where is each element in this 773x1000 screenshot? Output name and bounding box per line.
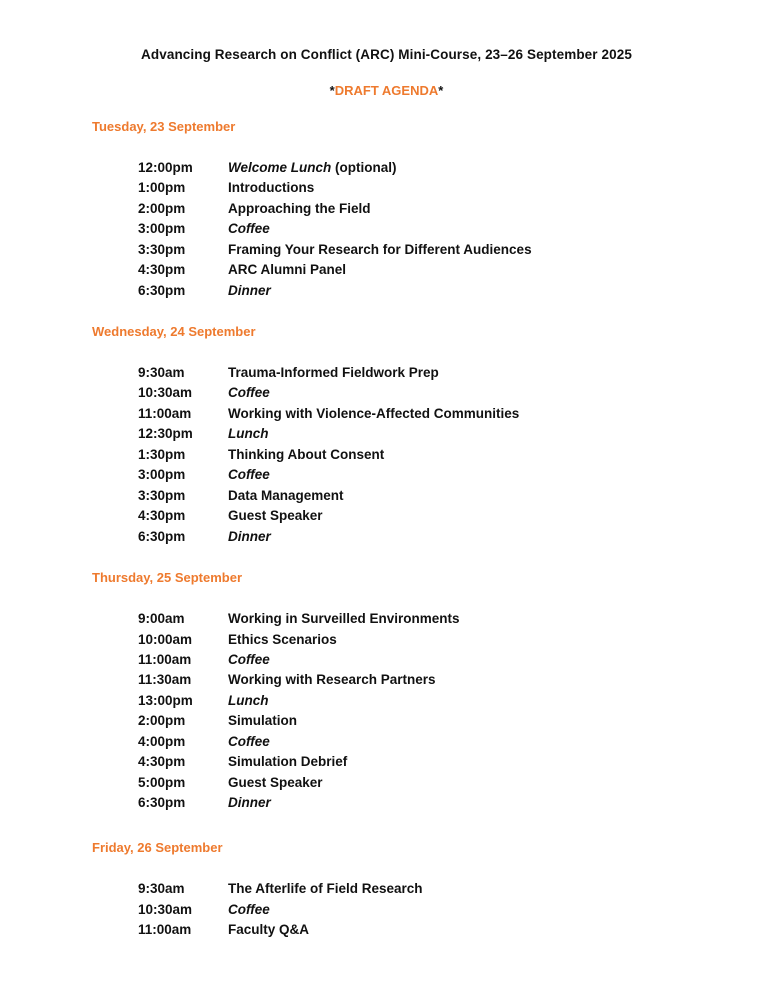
agenda-row — [138, 508, 323, 526]
agenda-row — [138, 201, 371, 219]
draft-agenda-label — [0, 83, 773, 98]
session-title: Coffee — [228, 901, 270, 917]
session-title: Coffee — [228, 651, 270, 667]
session-title: Framing Your Research for Different Audiences — [228, 241, 532, 257]
session-title: Dinner — [228, 795, 271, 810]
session-title: Trauma-Informed Fieldwork Prep — [228, 365, 439, 380]
subtitle-prefix: * — [329, 83, 335, 98]
session-note: (optional) — [331, 160, 397, 175]
agenda-row — [138, 734, 270, 752]
agenda-row — [138, 672, 436, 690]
agenda-row — [138, 221, 270, 239]
session-time: 9:30am — [138, 881, 185, 896]
session-title: Welcome Lunch — [228, 160, 332, 175]
agenda-row — [138, 652, 270, 670]
session-time: 11:00am — [138, 405, 192, 421]
day-heading: Friday, 26 September — [92, 840, 223, 855]
session-time: 6:30pm — [138, 528, 186, 544]
session-time: 11:00am — [138, 921, 192, 937]
agenda-row — [138, 611, 460, 629]
session-time: 2:00pm — [138, 713, 186, 729]
session-title: Coffee — [228, 733, 270, 749]
agenda-row — [138, 693, 269, 711]
session-time: 3:30pm — [138, 241, 186, 257]
session-title: Lunch — [228, 692, 269, 708]
session-title: Coffee — [228, 385, 270, 401]
session-title: Simulation — [228, 713, 298, 729]
session-time: 2:00pm — [138, 200, 186, 216]
session-title: Working with Violence-Affected Communities — [228, 405, 520, 421]
agenda-row — [138, 385, 270, 403]
agenda-row — [138, 713, 297, 731]
session-title: Simulation Debrief — [228, 754, 348, 770]
agenda-row — [138, 160, 397, 178]
day-heading: Wednesday, 24 September — [92, 324, 256, 339]
session-time: 12:30pm — [138, 426, 193, 442]
session-time: 4:30pm — [138, 508, 186, 524]
session-time: 4:00pm — [138, 733, 186, 749]
agenda-row — [138, 922, 309, 940]
agenda-row — [138, 180, 314, 198]
session-time: 9:30am — [138, 365, 185, 380]
agenda-row — [138, 881, 423, 899]
session-time: 5:00pm — [138, 774, 186, 790]
session-title: Coffee — [228, 467, 270, 483]
session-time: 3:00pm — [138, 221, 186, 237]
session-time: 6:30pm — [138, 795, 186, 810]
session-time: 6:30pm — [138, 282, 186, 298]
agenda-row — [138, 426, 269, 444]
subtitle-suffix: * — [438, 83, 444, 98]
session-title: Faculty Q&A — [228, 921, 310, 937]
day-heading: Thursday, 25 September — [92, 570, 243, 585]
day-heading: Tuesday, 23 September — [92, 119, 236, 134]
session-title: Guest Speaker — [228, 774, 323, 790]
session-title: Data Management — [228, 487, 344, 503]
session-title: Thinking About Consent — [228, 446, 385, 462]
agenda-row — [138, 632, 337, 650]
session-time: 11:30am — [138, 672, 192, 688]
agenda-row — [138, 283, 271, 301]
agenda-row — [138, 242, 532, 260]
session-time: 3:00pm — [138, 467, 186, 483]
session-time: 4:30pm — [138, 262, 186, 278]
agenda-row — [138, 467, 270, 485]
session-title: Approaching the Field — [228, 200, 371, 216]
session-title: Ethics Scenarios — [228, 631, 337, 647]
session-title: Guest Speaker — [228, 508, 323, 524]
session-time: 10:30am — [138, 385, 193, 401]
session-title: Coffee — [228, 221, 270, 237]
agenda-row — [138, 488, 344, 506]
session-title: Working with Research Partners — [228, 672, 436, 688]
agenda-row — [138, 795, 271, 813]
session-title: Lunch — [228, 426, 269, 442]
session-time: 10:00am — [138, 631, 193, 647]
session-title: ARC Alumni Panel — [228, 262, 347, 278]
agenda-row — [138, 902, 270, 920]
session-time: 12:00pm — [138, 160, 193, 175]
agenda-row — [138, 754, 347, 772]
session-title: Working in Surveilled Environments — [228, 611, 460, 626]
session-time: 1:00pm — [138, 180, 186, 196]
agenda-row — [138, 365, 439, 383]
session-time: 13:00pm — [138, 692, 193, 708]
session-time: 1:30pm — [138, 446, 186, 462]
session-time: 11:00am — [138, 651, 192, 667]
agenda-row — [138, 447, 384, 465]
session-title: Introductions — [228, 180, 315, 196]
document-title: Advancing Research on Conflict (ARC) Mini-Course, 23–26 September 2025 — [141, 47, 632, 62]
session-title: Dinner — [228, 282, 271, 298]
session-title: The Afterlife of Field Research — [228, 881, 423, 896]
subtitle-highlight: DRAFT AGENDA — [334, 83, 439, 98]
session-time: 3:30pm — [138, 487, 186, 503]
agenda-row — [138, 529, 271, 547]
agenda-row — [138, 406, 519, 424]
session-time: 4:30pm — [138, 754, 186, 770]
session-time: 9:00am — [138, 611, 185, 626]
agenda-row — [138, 775, 323, 793]
agenda-row — [138, 262, 346, 280]
session-title: Dinner — [228, 528, 271, 544]
session-time: 10:30am — [138, 901, 193, 917]
